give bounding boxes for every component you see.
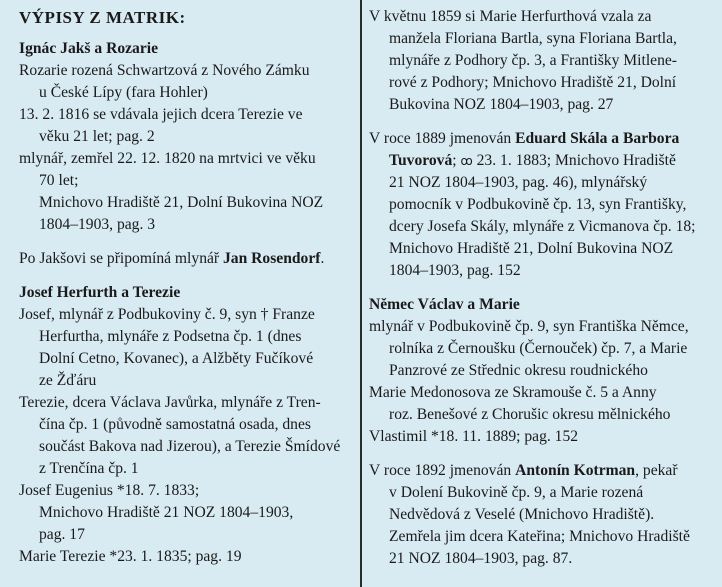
text-line: manžela Floriana Bartla, syna Floriana Bartla, [389,30,677,47]
person-names: Eduard Skála a Barbora [515,130,680,147]
entry-title-herfurth: Josef Herfurth a Terezie [19,284,181,301]
text: Po Jakšovi se připomíná mlynář [19,250,223,267]
text-line: Marie Medonosova ze Skramouše č. 5 a Anny [369,384,657,401]
text: ; [452,152,461,169]
text-line: Bukovina NOZ 1804–1903, pag. 27 [389,96,614,113]
text-line: 21 NOZ 1804–1903, pag. 87. [389,550,573,567]
entry-title-jaks: Ignác Jakš a Rozarie [19,40,159,57]
text-line: věku 21 let; pag. 2 [39,128,155,145]
skala-line-1 [369,128,679,150]
text-line: rové z Podhory; Mnichovo Hradiště 21, Dolní [389,74,677,91]
kotrman-line-1 [369,460,678,482]
text-line: Terezie, dcera Václava Javůrka, mlynáře z Tren- [19,394,321,411]
text-line: čína čp. 1 (původně samostatná osada, dnes [39,416,311,433]
person-name: Jan Rosendorf [223,250,321,267]
text-line: 70 let; [39,172,79,189]
text-line: u České Lípy (fara Hohler) [39,84,208,101]
text-line: roz. Benešové z Chorušic okresu mělnického [389,406,671,423]
column-divider [360,0,362,587]
text-line: dcery Josefa Skály, mlynáře z Vicmanova čp. 18; [389,218,696,235]
text-line: 1804–1903, pag. 152 [389,262,521,279]
text-line: Marie Terezie *23. 1. 1835; pag. 19 [19,548,242,565]
text-line: 1804–1903, pag. 3 [39,216,156,233]
text-line: Mnichovo Hradiště 21, Dolní Bukovina NOZ [389,240,674,257]
text-line: Herfurtha, mlynáře z Podsetna čp. 1 (dnes [39,328,302,345]
text-line: rolníka z Černoušku (Černouček) čp. 7, a Marie [389,340,688,357]
text: 23. 1. 1883; Mnichovo Hradiště [472,152,676,169]
text-line: pag. 17 [39,526,85,543]
text-line: ze Žďáru [39,372,97,389]
text-line: Zemřela jim dcera Kateřina; Mnichovo Hradiště [389,528,690,545]
text-line: součást Bakova nad Jizerou), a Terezie Šmídové [39,438,341,455]
text: . [320,250,325,267]
text-line: Nedvědová z Veselé (Mnichovo Hradiště). [389,506,655,523]
marriage-symbol-icon: ꝏ [460,154,473,168]
text-line: Mnichovo Hradiště 21, Dolní Bukovina NOZ [39,194,324,211]
text-line: Rozarie rozená Schwartzová z Nového Zámku [19,62,310,79]
text-line: mlynář v Podbukovině čp. 9, syn Františka Němce, [369,318,689,335]
text-line: mlynáře z Podhory čp. 3, a Františky Mitlene- [389,52,677,69]
text-line: Josef Eugenius *18. 7. 1833; [19,482,200,499]
text-line: Mnichovo Hradiště 21 NOZ 1804–1903, [39,504,294,521]
text-line: 21 NOZ 1804–1903, pag. 46), mlynářský [389,174,648,191]
skala-line-2 [389,150,676,172]
text-line: pomocník v Podbukovině čp. 13, syn Františky, [389,196,687,213]
text-line: Vlastimil *18. 11. 1889; pag. 152 [369,428,579,445]
person-name: Antonín Kotrman [515,462,636,479]
text-line: Dolní Cetno, Kovanec), a Alžběty Fučíkové [39,350,314,367]
text-line: Josef, mlynář z Podbukoviny č. 9, syn † Franze [19,306,315,323]
text-line: z Trenčína čp. 1 [39,460,139,477]
text-line: V květnu 1859 si Marie Herfurthová vzala za [369,8,652,25]
text: , pekař [635,462,678,479]
text: V roce 1889 jmenován [369,130,516,147]
person-name: Tuvorová [389,152,453,169]
text: V roce 1892 jmenován [369,462,516,479]
entry-title-nemec: Němec Václav a Marie [369,296,520,313]
text-line: mlynář, zemřel 22. 12. 1820 na mrtvici ve věku [19,150,316,167]
rosendorf-paragraph [19,248,324,270]
text-line: Panzrové ze Střednic okresu roudnického [389,362,648,379]
text-line: 13. 2. 1816 se vdávala jejich dcera Terezie ve [19,106,303,123]
section-heading: VÝPISY Z MATRIK: [19,8,186,27]
text-line: v Dolení Bukovině čp. 9, a Marie rozená [389,484,644,501]
